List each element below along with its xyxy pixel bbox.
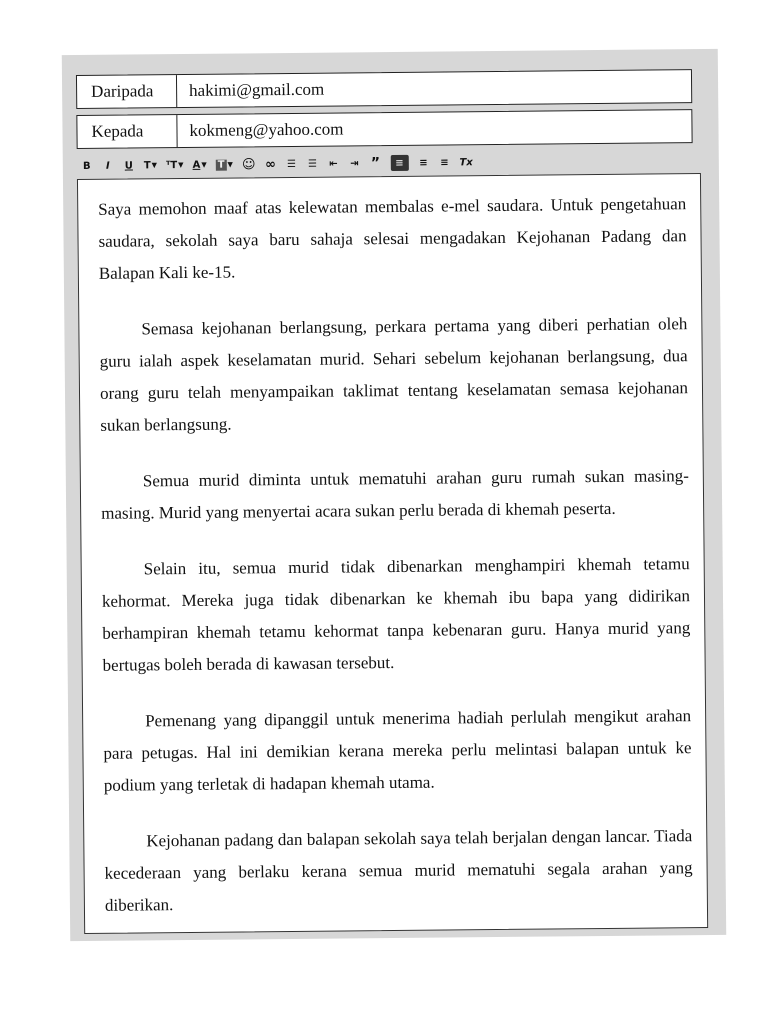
align-right-button[interactable]: ≡: [440, 156, 449, 169]
text-color-icon: A: [192, 159, 201, 171]
quote-button[interactable]: ”: [370, 155, 381, 172]
font-size-icon: ᵀT: [165, 159, 178, 171]
email-compose-sheet: [62, 49, 726, 941]
paragraph: Saya memohon maaf atas kelewatan membalas e-mel saudara. Untuk pengetahuan saudara, sekolah saya baru sahaja selesai mengadakan Kejohanan Padang dan Balapan Kali ke-15.: [98, 194, 687, 283]
highlight-icon: T: [217, 159, 225, 171]
emoji-button[interactable]: ☺: [241, 156, 256, 172]
font-icon: T: [143, 159, 151, 171]
from-field[interactable]: hakimi@gmail.com: [189, 79, 325, 100]
indent-button[interactable]: ⇥: [350, 157, 359, 169]
chevron-down-icon: ▼: [151, 161, 158, 170]
paragraph: Semua murid diminta untuk mematuhi arahan guru rumah sukan masing-masing. Murid yang menyertai acara sukan perlu berada di khemah peserta.: [101, 466, 689, 523]
paragraph: Kejohanan padang dan balapan sekolah saya telah berjalan dengan lancar. Tiada kecederaan yang berlaku kerana semua murid mematuhi segala arahan yang diberikan.: [104, 826, 693, 915]
chevron-down-icon: ▼: [178, 161, 184, 170]
numbered-list-button[interactable]: ☰: [286, 158, 297, 170]
align-left-button[interactable]: ≡: [390, 155, 408, 171]
chevron-down-icon: ▼: [227, 160, 233, 169]
to-field[interactable]: kokmeng@yahoo.com: [189, 119, 344, 140]
text-color-button[interactable]: [192, 157, 206, 173]
italic-button[interactable]: I: [105, 160, 110, 172]
to-label: Kepada: [77, 115, 177, 148]
from-row: [76, 69, 692, 109]
highlight-button[interactable]: [216, 157, 233, 173]
from-label: Daripada: [77, 75, 177, 108]
underline-button[interactable]: U: [124, 159, 133, 172]
paragraph: Pemenang yang dipanggil untuk menerima hadiah perlulah mengikut arahan para petugas. Hal ini demikian kerana mereka perlu melintasi balapan untuk ke podium yang terletak di hadapan khemah utama.: [103, 706, 692, 795]
outdent-button[interactable]: ⇤: [329, 158, 338, 170]
link-button[interactable]: ∞: [264, 156, 276, 172]
clear-formatting-button[interactable]: Tx: [459, 156, 473, 168]
bulleted-list-button[interactable]: ☰: [307, 158, 318, 170]
font-button[interactable]: [144, 157, 157, 173]
align-center-button[interactable]: ≡: [419, 157, 428, 169]
to-row: [76, 109, 692, 149]
formatting-toolbar: [81, 149, 691, 177]
font-size-button[interactable]: [166, 157, 184, 173]
message-body[interactable]: [77, 173, 708, 934]
bold-button[interactable]: B: [82, 160, 91, 172]
paragraph: Semasa kejohanan berlangsung, perkara pertama yang diberi perhatian oleh guru ialah aspek keselamatan murid. Sehari sebelum kejohanan berlangsung, dua orang guru telah menyampaikan taklimat tentang keselamatan semasa kejohanan sukan berlangsung.: [99, 314, 689, 435]
paragraph: Selain itu, semua murid tidak dibenarkan menghampiri khemah tetamu kehormat. Mereka juga tidak dibenarkan ke khemah ibu bapa yang didirikan berhampiran khemah tetamu kehormat tanpa kebenaran guru. Hanya murid yang bertugas boleh berada di kawasan tersebut.: [101, 554, 691, 675]
chevron-down-icon: ▼: [201, 160, 207, 169]
